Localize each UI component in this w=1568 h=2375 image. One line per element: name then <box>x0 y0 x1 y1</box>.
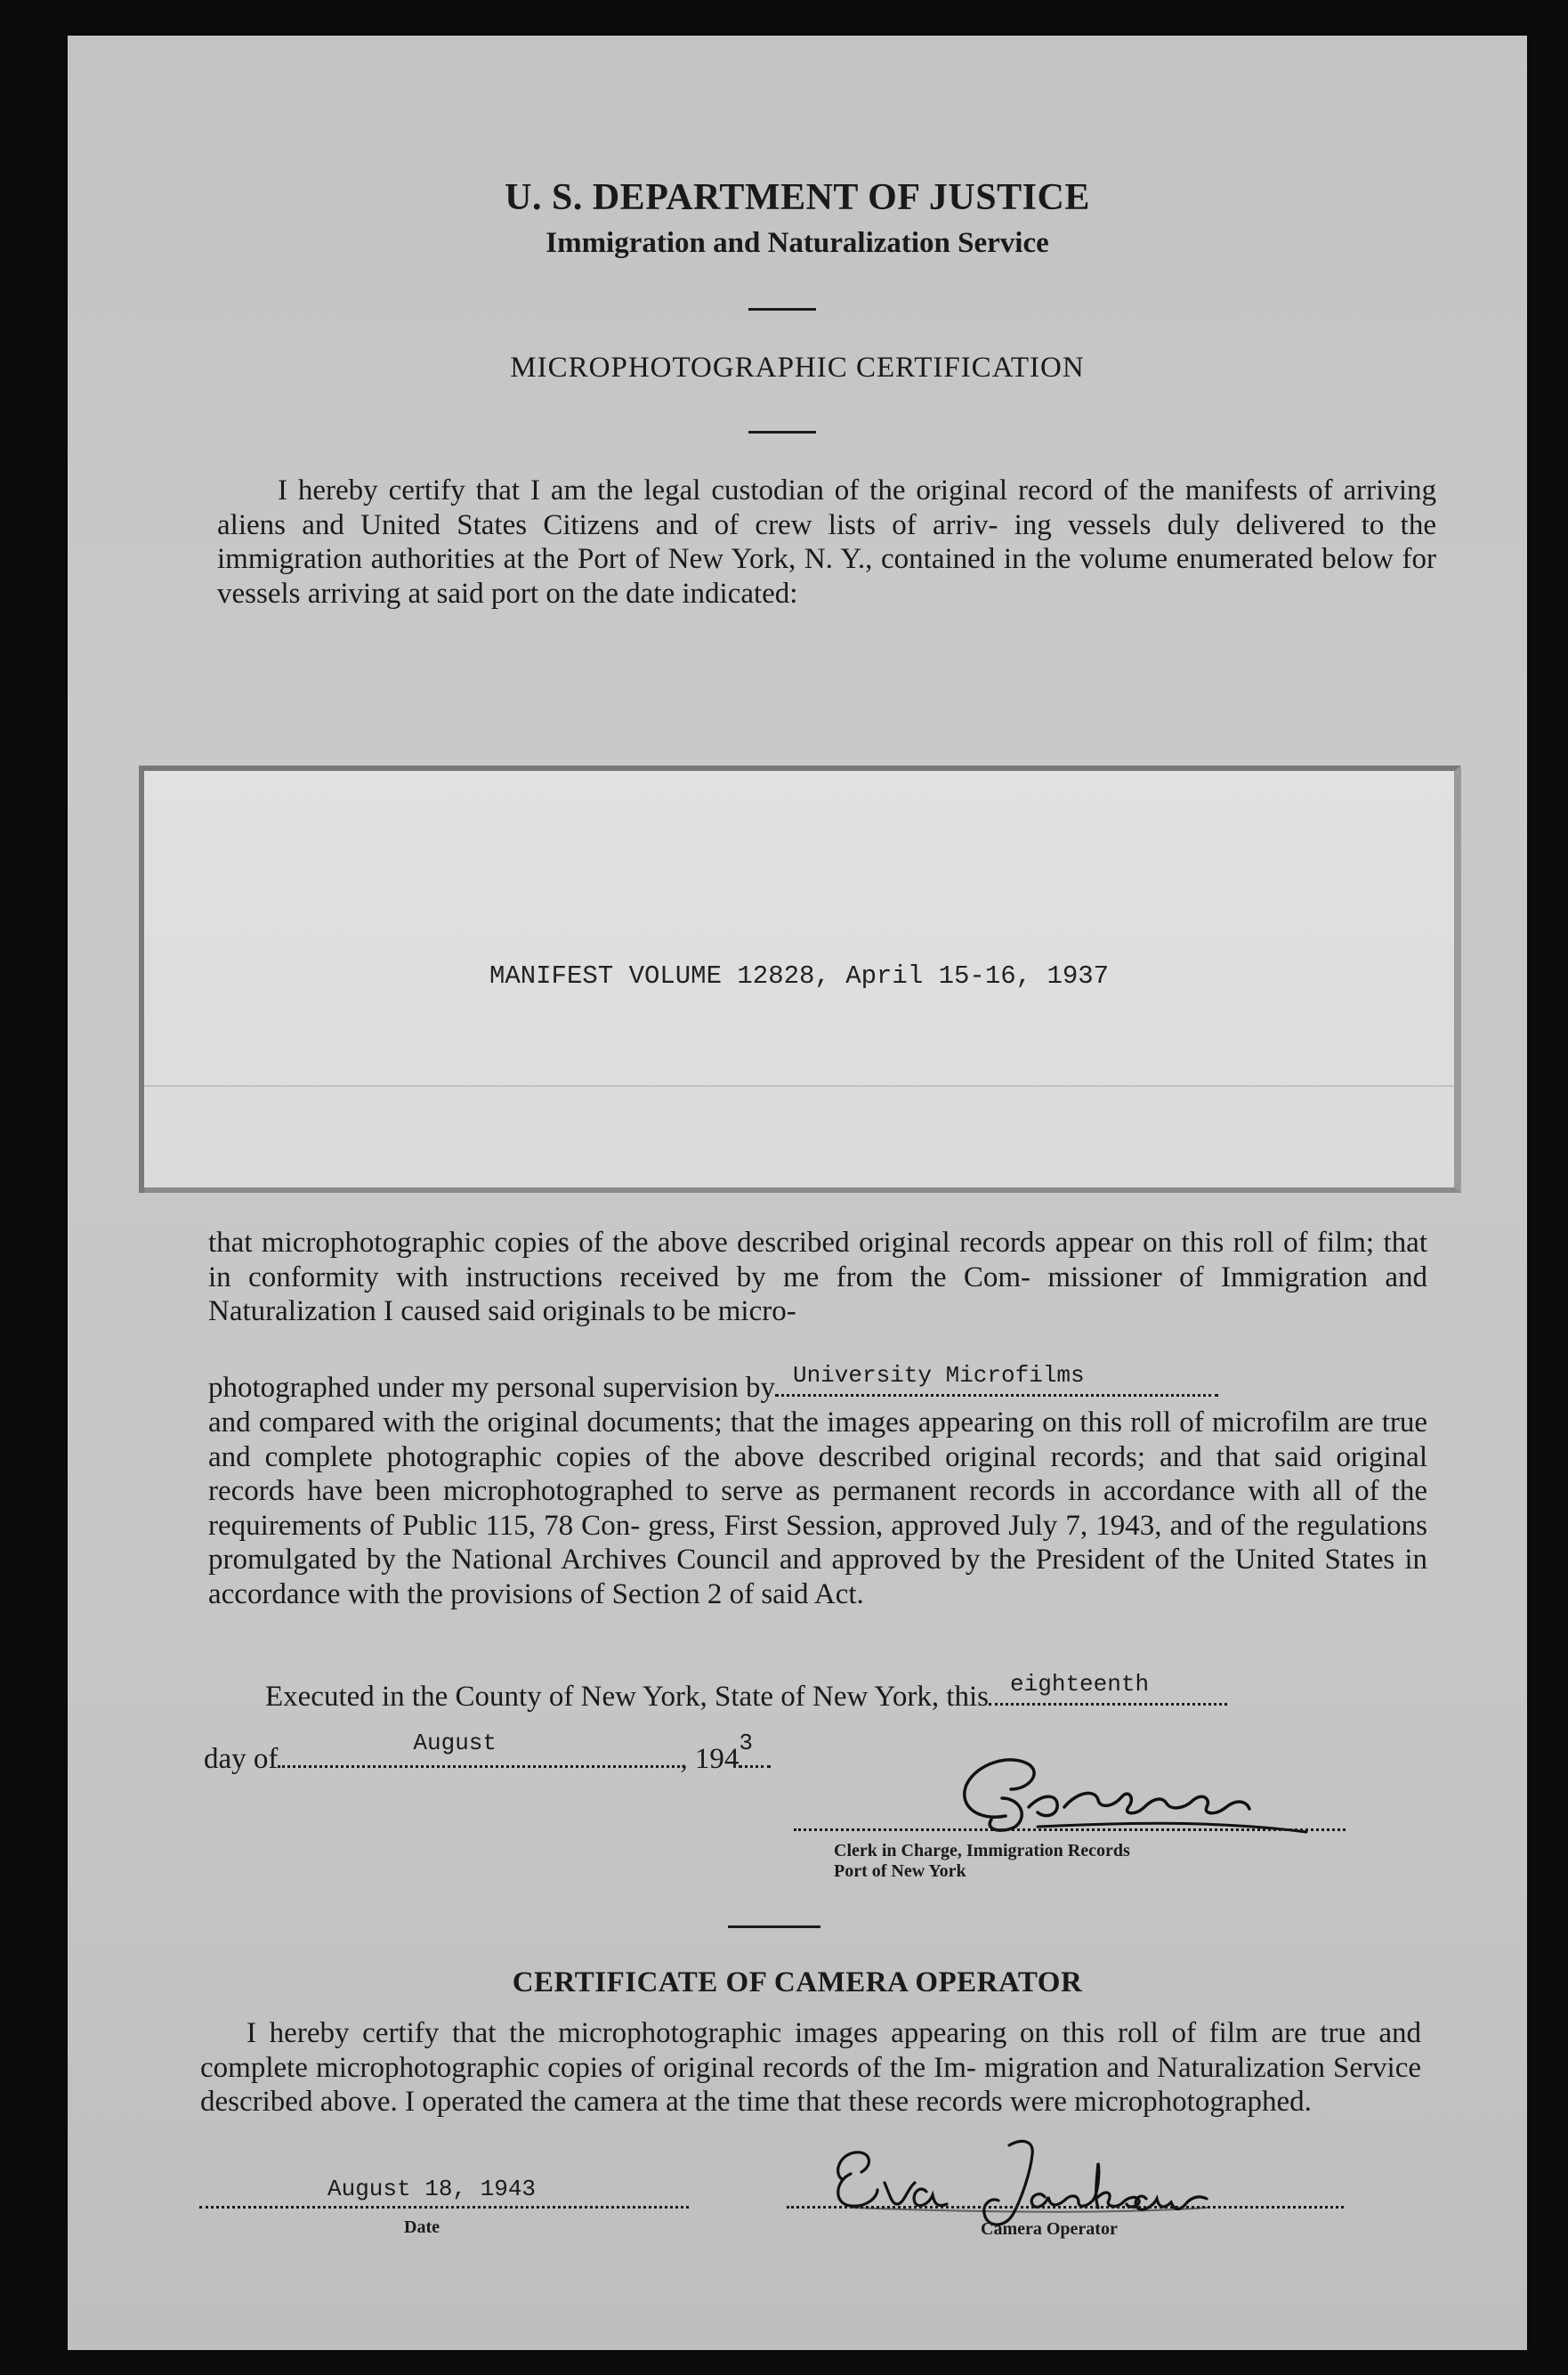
body-paragraph-a: that microphotographic copies of the above described original records appear on this roll of film; that in conformity with instructions received by me from the Com- missioner of Immigration and Naturalization I caused said originals to be micro- <box>208 1227 1427 1327</box>
year-field <box>739 1730 771 1768</box>
manifest-insert <box>144 766 1461 1193</box>
clerk-title-line2: Port of New York <box>834 1861 966 1881</box>
camera-certificate-text: I hereby certify that the microphotographic images appearing on this roll of film are true and complete microphotographic copies of original records of the Im- migration and Naturalization Service described above. I operated the camera at the time that these records were microphotographed. <box>200 2017 1421 2118</box>
operator-date-field <box>199 2176 689 2209</box>
execution-day-field <box>989 1671 1227 1706</box>
camera-certificate-title: CERTIFICATE OF CAMERA OPERATOR <box>512 1966 1083 1998</box>
date-label: Date <box>404 2217 440 2237</box>
body-paragraph-b: and compared with the original documents; that the images appearing on this roll of microfilm are true and complete photographic copies of the above described original records; and that said original records have been microphotographed to serve as permanent records in accordance with all of the requirements of Public 115, 78 Con- gress, First Session, approved July 7, 1943, and of the regulations promulgated by the National Archives Council and approved by the President of the United States in accordance with the provisions of Section 2 of said Act. <box>208 1406 1427 1610</box>
execution-day-value: eighteenth <box>1010 1671 1150 1698</box>
divider-camera <box>728 1925 820 1928</box>
operator-signature <box>815 2119 1242 2234</box>
date-line <box>204 1730 771 1776</box>
supervision-line <box>208 1362 1427 1405</box>
execution-prefix: Executed in the County of New York, State of New York, this <box>265 1681 990 1713</box>
operator-date-value: August 18, 1943 <box>327 2176 537 2202</box>
day-of-label: day of <box>204 1743 279 1775</box>
operator-signature-line <box>787 2183 1344 2209</box>
execution-line <box>265 1671 1227 1714</box>
year-digit: 3 <box>739 1730 753 1756</box>
manifest-volume-text: MANIFEST VOLUME 12828, April 15-16, 1937 <box>489 961 1110 991</box>
month-field <box>278 1730 680 1768</box>
divider-title <box>748 431 816 434</box>
supervision-prefix: photographed under my personal supervision by <box>208 1372 775 1404</box>
document-title: MICROPHOTOGRAPHIC CERTIFICATION <box>510 352 1085 384</box>
clerk-signature-line <box>794 1828 1346 1831</box>
clerk-title-line1: Clerk in Charge, Immigration Records <box>834 1841 1130 1860</box>
intro-paragraph: I hereby certify that I am the legal custodian of the original record of the manifests of arriving aliens and United States Citizens and of crew lists of arriv- ing vessels duly delivered to the immigration authorities at the Port of New York, N. Y., contained in the volume enumerated below for vessels arriving at said port on the date indicated: <box>217 474 1436 610</box>
camera-operator-label: Camera Operator <box>981 2219 1118 2239</box>
department-heading: U. S. DEPARTMENT OF JUSTICE <box>505 177 1090 218</box>
month-value: August <box>413 1730 497 1756</box>
year-prefix: , 194 <box>680 1743 740 1775</box>
supervisor-value: University Microfilms <box>792 1362 1085 1389</box>
divider-top <box>748 308 816 311</box>
supervisor-field <box>775 1362 1218 1397</box>
certificate-page <box>68 36 1527 2350</box>
service-subheading: Immigration and Naturalization Service <box>546 227 1049 259</box>
